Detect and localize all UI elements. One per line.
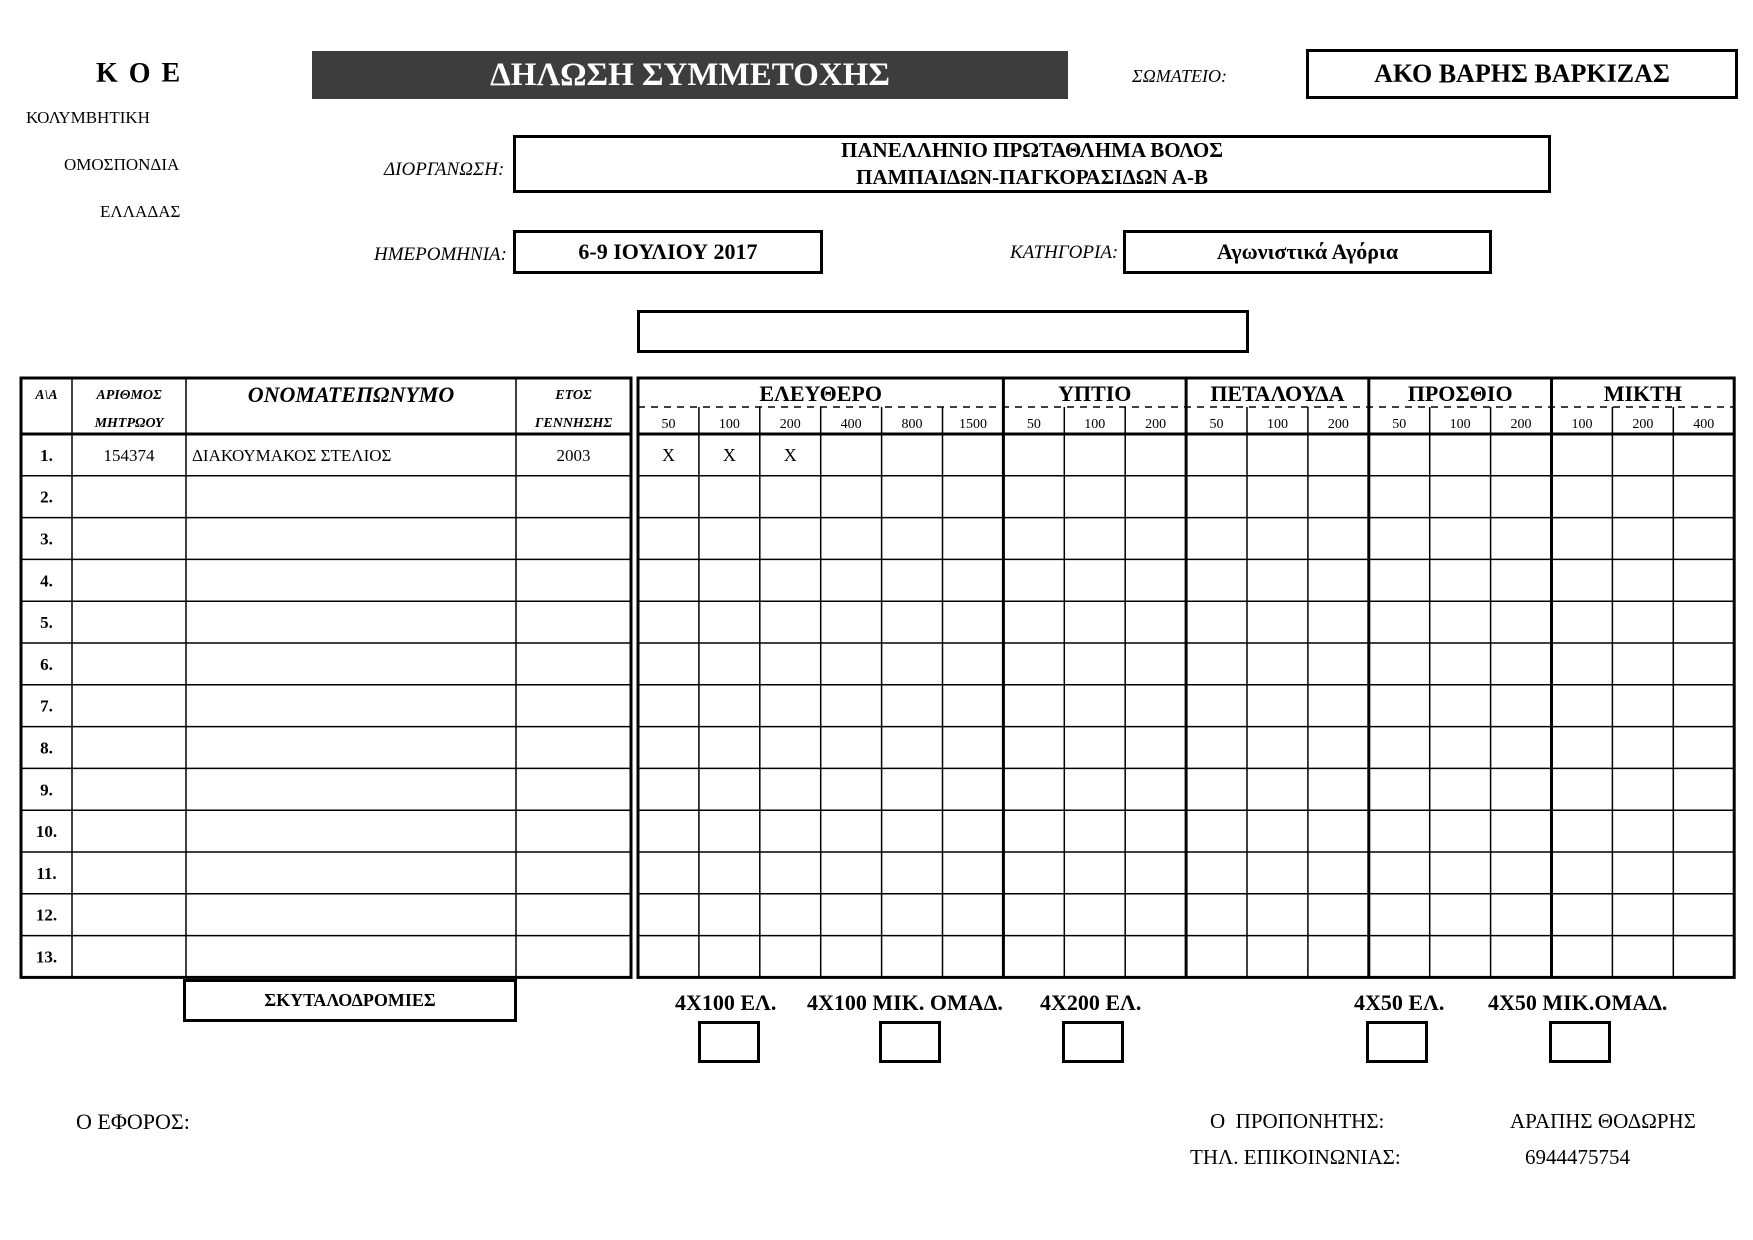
distance-header-4-0: 100 [1571,417,1593,432]
org-line-3: ΕΛΛΑΔΑΣ [100,202,181,221]
stroke-header-2: ΠΕΤΑΛΟΥΔΑ [1210,381,1345,406]
category-label: ΚΑΤΗΓΟΡΙΑ: [1010,242,1119,263]
event-value-line-2: ΠΑΜΠΑΙΔΩΝ-ΠΑΓΚΟΡΑΣΙΔΩΝ Α-Β [856,165,1208,189]
category-value: Αγωνιστικά Αγόρια [1216,239,1399,264]
distance-header-1-2: 200 [1145,417,1167,432]
org-line-1: ΚΟΛΥΜΒΗΤΙΚΗ [26,108,150,127]
row-registry-number: 154374 [103,445,155,465]
row-number: 9. [40,780,53,800]
col-header-year-line-2: ΓΕΝΝΗΣΗΣ [534,416,613,431]
row-event-mark: X [661,444,675,465]
phone-value: 6944475754 [1525,1145,1630,1169]
coach-name: ΑΡΑΠΗΣ ΘΟΔΩΡΗΣ [1510,1109,1696,1133]
distance-header-4-1: 200 [1632,417,1654,432]
phone-label: ΤΗΛ. ΕΠΙΚΟΙΝΩΝΙΑΣ: [1190,1145,1401,1169]
row-number: 1. [40,445,53,465]
date-label: ΗΜΕΡΟΜΗΝΙΑ: [374,244,507,265]
distance-header-0-3: 400 [840,417,862,432]
form-title-text: ΔΗΛΩΣΗ ΣΥΜΜΕΤΟΧΗΣ [490,56,890,93]
org-abbr: Κ Ο Ε [96,58,183,89]
stroke-header-4: ΜΙΚΤΗ [1603,381,1682,406]
row-number: 3. [40,529,53,549]
row-number: 7. [40,696,53,716]
relay-4x200-free-checkbox[interactable] [1062,1021,1124,1063]
relay-4x100-free-checkbox[interactable] [698,1021,760,1063]
stroke-header-1: ΥΠΤΙΟ [1058,381,1132,406]
distance-header-0-4: 800 [901,417,923,432]
relays-label: ΣΚΥΤΑΛΟΔΡΟΜΙΕΣ [264,990,436,1010]
distance-header-1-1: 100 [1084,417,1106,432]
row-number: 6. [40,654,53,674]
row-birth-year: 2003 [556,445,591,465]
col-header-reg-line-2: ΜΗΤΡΩΟΥ [94,416,164,431]
relay-4x100-medley-checkbox[interactable] [879,1021,941,1063]
row-event-mark: X [722,444,736,465]
row-athlete-name: ΔΙΑΚΟΥΜΑΚΟΣ ΣΤΕΛΙΟΣ [192,445,392,465]
distance-header-2-1: 100 [1266,417,1288,432]
row-number: 5. [40,613,53,633]
relays-label-box [183,979,517,1022]
relay-4x100-medley-label: 4Χ100 ΜΙΚ. ΟΜΑΔ. [807,990,1003,1015]
distance-header-0-0: 50 [661,417,676,432]
col-header-reg-line-1: ΑΡΙΘΜΟΣ [96,388,162,403]
date-value: 6-9 ΙΟΥΛΙΟΥ 2017 [578,239,758,264]
relay-4x50-medley-checkbox[interactable] [1549,1021,1611,1063]
distance-header-2-2: 200 [1327,417,1349,432]
relay-4x50-free-checkbox[interactable] [1366,1021,1428,1063]
distance-header-3-1: 100 [1449,417,1471,432]
row-number: 8. [40,738,53,758]
row-number: 4. [40,571,53,591]
col-header-year-line-1: ΕΤΟΣ [555,388,592,403]
distance-header-4-2: 400 [1693,417,1715,432]
distance-header-2-0: 50 [1209,417,1224,432]
distance-header-0-1: 100 [718,417,740,432]
row-number: 13. [35,947,58,967]
event-label: ΔΙΟΡΓΑΝΩΣΗ: [384,159,505,180]
row-number: 11. [36,863,57,883]
distance-header-3-0: 50 [1392,417,1407,432]
org-line-2: ΟΜΟΣΠΟΝΔΙΑ [64,155,180,174]
col-header-aa: Α\Α [35,388,58,403]
ephor-label: Ο ΕΦΟΡΟΣ: [76,1109,190,1134]
distance-header-0-2: 200 [779,417,801,432]
distance-header-3-2: 200 [1510,417,1532,432]
row-number: 2. [40,487,53,507]
col-header-name: ΟΝΟΜΑΤΕΠΩΝΥΜΟ [247,382,455,407]
row-number: 10. [35,822,58,842]
club-value: ΑΚΟ ΒΑΡΗΣ ΒΑΡΚΙΖΑΣ [1374,59,1670,88]
coach-label: Ο ΠΡΟΠΟΝΗΤΗΣ: [1210,1109,1385,1133]
event-value-line-1: ΠΑΝΕΛΛΗΝΙΟ ΠΡΩΤΑΘΛΗΜΑ ΒΟΛΟΣ [841,138,1223,162]
relay-4x200-free-label: 4Χ200 ΕΛ. [1040,990,1142,1015]
distance-header-1-0: 50 [1026,417,1041,432]
stroke-header-0: ΕΛΕΥΘΕΡΟ [759,381,882,406]
stroke-header-3: ΠΡΟΣΘΙΟ [1407,381,1513,406]
row-number: 12. [35,905,58,925]
athlete-block-frame [21,378,631,977]
relay-4x50-medley-label: 4Χ50 ΜΙΚ.ΟΜΑΔ. [1488,990,1668,1015]
relay-4x50-free-label: 4Χ50 ΕΛ. [1354,990,1445,1015]
row-event-mark: X [783,444,797,465]
club-label: ΣΩΜΑΤΕΙΟ: [1132,66,1228,86]
distance-header-0-5: 1500 [958,417,987,432]
relay-4x100-free-label: 4Χ100 ΕΛ. [675,990,777,1015]
